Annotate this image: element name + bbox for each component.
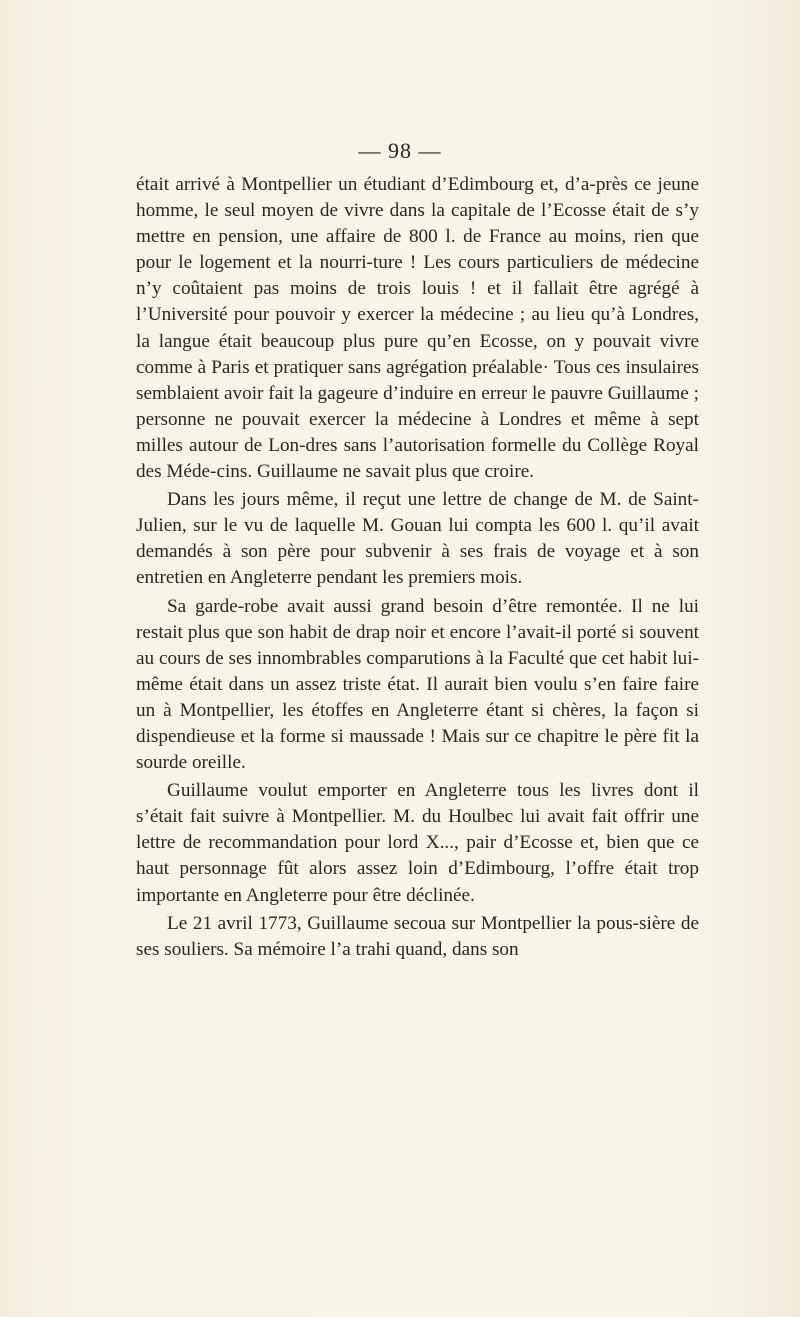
paragraph-3: Sa garde-robe avait aussi grand besoin d’être remontée. Il ne lui restait plus que son habit de drap noir et encore l’avait-il porté si souvent au cours de ses innombrables comparutions à la Faculté que cet habit lui-même était dans un assez triste état. Il aurait bien voulu s’en faire faire un à Montpellier, les étoffes en Angleterre étant si chères, la façon si dispendieuse et la forme si maussade ! Mais sur ce chapitre le père fit la sourde oreille. <box>136 595 699 774</box>
body-text <box>136 172 699 963</box>
paragraph-2: Dans les jours même, il reçut une lettre de change de M. de Saint-Julien, sur le vu de laquelle M. Gouan lui compta les 600 l. qu’il avait demandés à son père pour subvenir à ses frais de voyage et à son entretien en Angleterre pendant les premiers mois. <box>136 489 699 589</box>
paragraph-1: était arrivé à Montpellier un étudiant d’Edimbourg et, d’a-près ce jeune homme, le seul moyen de vivre dans la capitale de l’Ecosse était de s’y mettre en pension, une affaire de 800 l. de France au moins, rien que pour le logement et la nourri-ture ! Les cours particuliers de médecine n’y coûtaient pas moins de trois louis ! et il fallait être agrégé à l’Université pour pouvoir y exercer la médecine ; au lieu qu’à Londres, la langue était beaucoup plus pure qu’en Ecosse, on y pouvait vivre comme à Paris et pratiquer sans agrégation préalable· Tous ces insulaires semblaient avoir fait la gageure d’induire en erreur le pauvre Guillaume ; personne ne pouvait exercer la médecine à Londres et même à sept milles autour de Lon-dres sans l’autorisation formelle du Collège Royal des Méde-cins. Guillaume ne savait plus que croire. <box>136 174 699 483</box>
page-number: — 98 — <box>358 138 442 163</box>
paragraph-5: Le 21 avril 1773, Guillaume secoua sur Montpellier la pous-sière de ses souliers. Sa mémoire l’a trahi quand, dans son <box>136 912 699 960</box>
paragraph-4: Guillaume voulut emporter en Angleterre tous les livres dont il s’était fait suivre à Montpellier. M. du Houlbec lui avait fait offrir une lettre de recommandation pour lord X..., pair d’Ecosse et, bien que ce haut personnage fût alors assez loin d’Edimbourg, l’offre était trop importante en Angleterre pour être déclinée. <box>136 780 699 906</box>
